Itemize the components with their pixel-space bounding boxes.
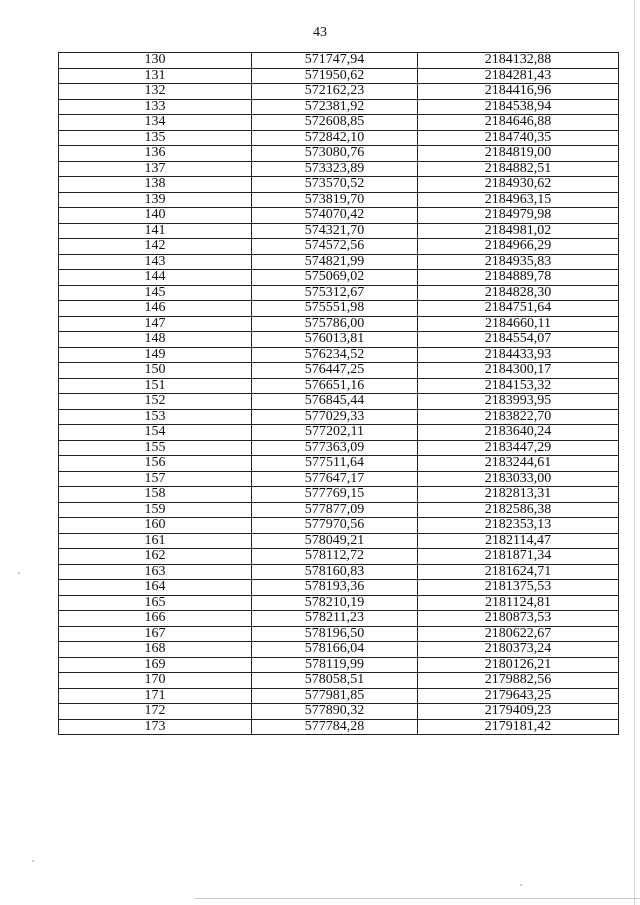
table-row bbox=[59, 456, 619, 472]
y-coordinate-cell: 2182114,47 bbox=[418, 533, 619, 549]
x-coordinate-cell: 576447,25 bbox=[252, 363, 418, 379]
table-row bbox=[59, 394, 619, 410]
table-row bbox=[59, 316, 619, 332]
table-row bbox=[59, 440, 619, 456]
point-number-cell: 155 bbox=[59, 440, 252, 456]
y-coordinate-cell: 2184935,83 bbox=[418, 254, 619, 270]
x-coordinate-cell: 575786,00 bbox=[252, 316, 418, 332]
coordinates-table bbox=[58, 52, 619, 735]
point-number-cell: 148 bbox=[59, 332, 252, 348]
table-row bbox=[59, 332, 619, 348]
x-coordinate-cell: 578193,36 bbox=[252, 580, 418, 596]
x-coordinate-cell: 576845,44 bbox=[252, 394, 418, 410]
table-row bbox=[59, 270, 619, 286]
table-row bbox=[59, 688, 619, 704]
x-coordinate-cell: 578211,23 bbox=[252, 611, 418, 627]
x-coordinate-cell: 578049,21 bbox=[252, 533, 418, 549]
y-coordinate-cell: 2179643,25 bbox=[418, 688, 619, 704]
point-number-cell: 139 bbox=[59, 192, 252, 208]
x-coordinate-cell: 578196,50 bbox=[252, 626, 418, 642]
point-number-cell: 146 bbox=[59, 301, 252, 317]
table-row bbox=[59, 471, 619, 487]
point-number-cell: 159 bbox=[59, 502, 252, 518]
coordinates-table-body bbox=[59, 53, 619, 735]
y-coordinate-cell: 2184433,93 bbox=[418, 347, 619, 363]
table-row bbox=[59, 99, 619, 115]
point-number-cell: 152 bbox=[59, 394, 252, 410]
x-coordinate-cell: 578160,83 bbox=[252, 564, 418, 580]
x-coordinate-cell: 573570,52 bbox=[252, 177, 418, 193]
point-number-cell: 164 bbox=[59, 580, 252, 596]
y-coordinate-cell: 2183822,70 bbox=[418, 409, 619, 425]
x-coordinate-cell: 573323,89 bbox=[252, 161, 418, 177]
y-coordinate-cell: 2184538,94 bbox=[418, 99, 619, 115]
point-number-cell: 170 bbox=[59, 673, 252, 689]
scan-speck bbox=[18, 572, 20, 574]
point-number-cell: 158 bbox=[59, 487, 252, 503]
y-coordinate-cell: 2180126,21 bbox=[418, 657, 619, 673]
x-coordinate-cell: 577981,85 bbox=[252, 688, 418, 704]
point-number-cell: 167 bbox=[59, 626, 252, 642]
point-number-cell: 156 bbox=[59, 456, 252, 472]
point-number-cell: 160 bbox=[59, 518, 252, 534]
x-coordinate-cell: 571747,94 bbox=[252, 53, 418, 69]
y-coordinate-cell: 2184554,07 bbox=[418, 332, 619, 348]
point-number-cell: 173 bbox=[59, 719, 252, 735]
point-number-cell: 149 bbox=[59, 347, 252, 363]
y-coordinate-cell: 2180622,67 bbox=[418, 626, 619, 642]
x-coordinate-cell: 577784,28 bbox=[252, 719, 418, 735]
y-coordinate-cell: 2181871,34 bbox=[418, 549, 619, 565]
x-coordinate-cell: 578166,04 bbox=[252, 642, 418, 658]
table-row bbox=[59, 533, 619, 549]
table-row bbox=[59, 657, 619, 673]
x-coordinate-cell: 572608,85 bbox=[252, 115, 418, 131]
table-row bbox=[59, 301, 619, 317]
y-coordinate-cell: 2182586,38 bbox=[418, 502, 619, 518]
point-number-cell: 137 bbox=[59, 161, 252, 177]
table-row bbox=[59, 84, 619, 100]
y-coordinate-cell: 2184889,78 bbox=[418, 270, 619, 286]
x-coordinate-cell: 577877,09 bbox=[252, 502, 418, 518]
y-coordinate-cell: 2184981,02 bbox=[418, 223, 619, 239]
point-number-cell: 147 bbox=[59, 316, 252, 332]
y-coordinate-cell: 2184930,62 bbox=[418, 177, 619, 193]
table-row bbox=[59, 53, 619, 69]
table-row bbox=[59, 409, 619, 425]
table-row bbox=[59, 673, 619, 689]
point-number-cell: 141 bbox=[59, 223, 252, 239]
x-coordinate-cell: 577890,32 bbox=[252, 704, 418, 720]
point-number-cell: 171 bbox=[59, 688, 252, 704]
y-coordinate-cell: 2182813,31 bbox=[418, 487, 619, 503]
point-number-cell: 131 bbox=[59, 68, 252, 84]
point-number-cell: 151 bbox=[59, 378, 252, 394]
x-coordinate-cell: 578210,19 bbox=[252, 595, 418, 611]
point-number-cell: 132 bbox=[59, 84, 252, 100]
y-coordinate-cell: 2184882,51 bbox=[418, 161, 619, 177]
y-coordinate-cell: 2183033,00 bbox=[418, 471, 619, 487]
table-row bbox=[59, 719, 619, 735]
table-row bbox=[59, 549, 619, 565]
y-coordinate-cell: 2181124,81 bbox=[418, 595, 619, 611]
table-row bbox=[59, 502, 619, 518]
y-coordinate-cell: 2180873,53 bbox=[418, 611, 619, 627]
y-coordinate-cell: 2181624,71 bbox=[418, 564, 619, 580]
x-coordinate-cell: 576234,52 bbox=[252, 347, 418, 363]
x-coordinate-cell: 576651,16 bbox=[252, 378, 418, 394]
table-row bbox=[59, 177, 619, 193]
point-number-cell: 143 bbox=[59, 254, 252, 270]
x-coordinate-cell: 577970,56 bbox=[252, 518, 418, 534]
y-coordinate-cell: 2184751,64 bbox=[418, 301, 619, 317]
point-number-cell: 169 bbox=[59, 657, 252, 673]
table-row bbox=[59, 192, 619, 208]
point-number-cell: 153 bbox=[59, 409, 252, 425]
x-coordinate-cell: 572842,10 bbox=[252, 130, 418, 146]
point-number-cell: 172 bbox=[59, 704, 252, 720]
x-coordinate-cell: 577202,11 bbox=[252, 425, 418, 441]
x-coordinate-cell: 577029,33 bbox=[252, 409, 418, 425]
table-row bbox=[59, 347, 619, 363]
point-number-cell: 157 bbox=[59, 471, 252, 487]
x-coordinate-cell: 575069,02 bbox=[252, 270, 418, 286]
y-coordinate-cell: 2184281,43 bbox=[418, 68, 619, 84]
page-edge-right bbox=[634, 0, 635, 905]
y-coordinate-cell: 2184660,11 bbox=[418, 316, 619, 332]
x-coordinate-cell: 577511,64 bbox=[252, 456, 418, 472]
x-coordinate-cell: 573819,70 bbox=[252, 192, 418, 208]
x-coordinate-cell: 572381,92 bbox=[252, 99, 418, 115]
table-row bbox=[59, 254, 619, 270]
table-row bbox=[59, 378, 619, 394]
table-row bbox=[59, 626, 619, 642]
y-coordinate-cell: 2184979,98 bbox=[418, 208, 619, 224]
table-row bbox=[59, 208, 619, 224]
x-coordinate-cell: 572162,23 bbox=[252, 84, 418, 100]
x-coordinate-cell: 574321,70 bbox=[252, 223, 418, 239]
page-edge-bottom bbox=[195, 898, 640, 899]
table-row bbox=[59, 130, 619, 146]
y-coordinate-cell: 2181375,53 bbox=[418, 580, 619, 596]
table-row bbox=[59, 285, 619, 301]
table-row bbox=[59, 161, 619, 177]
x-coordinate-cell: 578119,99 bbox=[252, 657, 418, 673]
x-coordinate-cell: 576013,81 bbox=[252, 332, 418, 348]
y-coordinate-cell: 2184132,88 bbox=[418, 53, 619, 69]
y-coordinate-cell: 2179181,42 bbox=[418, 719, 619, 735]
table-row bbox=[59, 239, 619, 255]
y-coordinate-cell: 2184828,30 bbox=[418, 285, 619, 301]
table-row bbox=[59, 611, 619, 627]
point-number-cell: 145 bbox=[59, 285, 252, 301]
table-row bbox=[59, 595, 619, 611]
y-coordinate-cell: 2184819,00 bbox=[418, 146, 619, 162]
point-number-cell: 150 bbox=[59, 363, 252, 379]
point-number-cell: 168 bbox=[59, 642, 252, 658]
x-coordinate-cell: 571950,62 bbox=[252, 68, 418, 84]
x-coordinate-cell: 578112,72 bbox=[252, 549, 418, 565]
x-coordinate-cell: 577647,17 bbox=[252, 471, 418, 487]
point-number-cell: 163 bbox=[59, 564, 252, 580]
table-row bbox=[59, 223, 619, 239]
table-row bbox=[59, 642, 619, 658]
table-row bbox=[59, 425, 619, 441]
x-coordinate-cell: 578058,51 bbox=[252, 673, 418, 689]
point-number-cell: 154 bbox=[59, 425, 252, 441]
y-coordinate-cell: 2184153,32 bbox=[418, 378, 619, 394]
y-coordinate-cell: 2184646,88 bbox=[418, 115, 619, 131]
point-number-cell: 130 bbox=[59, 53, 252, 69]
point-number-cell: 134 bbox=[59, 115, 252, 131]
x-coordinate-cell: 573080,76 bbox=[252, 146, 418, 162]
y-coordinate-cell: 2184966,29 bbox=[418, 239, 619, 255]
y-coordinate-cell: 2184416,96 bbox=[418, 84, 619, 100]
point-number-cell: 140 bbox=[59, 208, 252, 224]
y-coordinate-cell: 2179882,56 bbox=[418, 673, 619, 689]
point-number-cell: 135 bbox=[59, 130, 252, 146]
table-row bbox=[59, 704, 619, 720]
x-coordinate-cell: 574070,42 bbox=[252, 208, 418, 224]
y-coordinate-cell: 2184300,17 bbox=[418, 363, 619, 379]
y-coordinate-cell: 2183640,24 bbox=[418, 425, 619, 441]
x-coordinate-cell: 575312,67 bbox=[252, 285, 418, 301]
point-number-cell: 133 bbox=[59, 99, 252, 115]
point-number-cell: 136 bbox=[59, 146, 252, 162]
point-number-cell: 142 bbox=[59, 239, 252, 255]
table-row bbox=[59, 518, 619, 534]
y-coordinate-cell: 2182353,13 bbox=[418, 518, 619, 534]
x-coordinate-cell: 577769,15 bbox=[252, 487, 418, 503]
x-coordinate-cell: 574821,99 bbox=[252, 254, 418, 270]
point-number-cell: 165 bbox=[59, 595, 252, 611]
x-coordinate-cell: 574572,56 bbox=[252, 239, 418, 255]
page-number: 43 bbox=[313, 25, 327, 40]
x-coordinate-cell: 577363,09 bbox=[252, 440, 418, 456]
y-coordinate-cell: 2183244,61 bbox=[418, 456, 619, 472]
table-row bbox=[59, 115, 619, 131]
point-number-cell: 144 bbox=[59, 270, 252, 286]
table-row bbox=[59, 68, 619, 84]
table-row bbox=[59, 363, 619, 379]
table-row bbox=[59, 564, 619, 580]
table-row bbox=[59, 146, 619, 162]
y-coordinate-cell: 2180373,24 bbox=[418, 642, 619, 658]
y-coordinate-cell: 2179409,23 bbox=[418, 704, 619, 720]
scan-speck bbox=[32, 860, 34, 862]
point-number-cell: 161 bbox=[59, 533, 252, 549]
y-coordinate-cell: 2183993,95 bbox=[418, 394, 619, 410]
y-coordinate-cell: 2183447,29 bbox=[418, 440, 619, 456]
y-coordinate-cell: 2184963,15 bbox=[418, 192, 619, 208]
scan-speck bbox=[520, 884, 522, 886]
point-number-cell: 166 bbox=[59, 611, 252, 627]
table-row bbox=[59, 580, 619, 596]
y-coordinate-cell: 2184740,35 bbox=[418, 130, 619, 146]
point-number-cell: 138 bbox=[59, 177, 252, 193]
table-row bbox=[59, 487, 619, 503]
point-number-cell: 162 bbox=[59, 549, 252, 565]
x-coordinate-cell: 575551,98 bbox=[252, 301, 418, 317]
